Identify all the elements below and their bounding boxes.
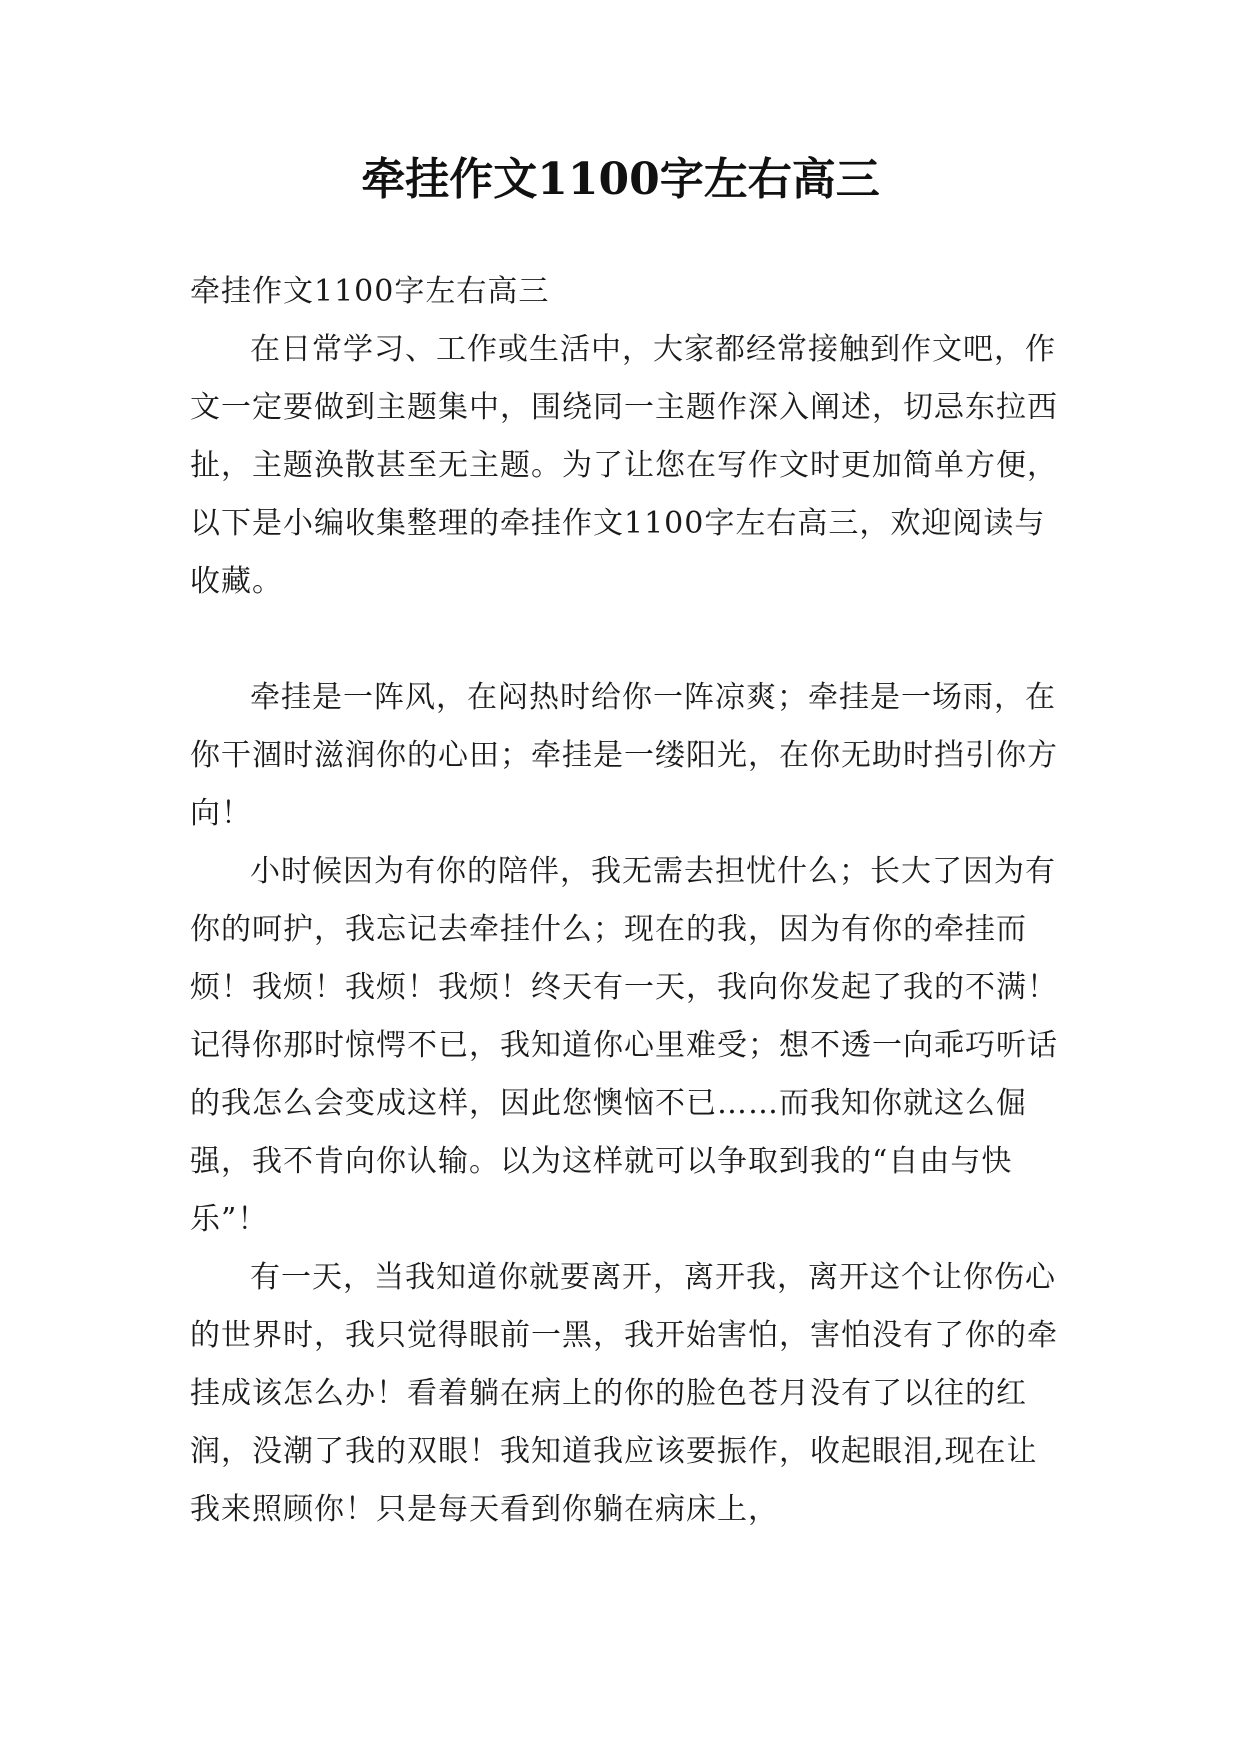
body-paragraph-2: 小时候因为有你的陪伴，我无需去担忧什么；长大了因为有你的呵护，我忘记去牵挂什么；现在的我，因为有你的牵挂而烦！我烦！我烦！我烦！终天有一天，我向你发起了我的不满！记得你那时惊愕不已，我知道你心里难受；想不透一向乖巧听话的我怎么会变成这样，因此您懊恼不已……而我知你就这么倔强，我不肯向你认输。以为这样就可以争取到我的“自由与快乐”！ xyxy=(190,854,1058,1237)
intro-paragraph: 在日常学习、工作或生活中，大家都经常接触到作文吧，作文一定要做到主题集中，围绕同一主题作深入阐述，切忌东拉西扯，主题涣散甚至无主题。为了让您在写作文时更加简单方便，以下是小编收集整理的牵挂作文1100字左右高三，欢迎阅读与收藏。 xyxy=(190,332,1058,599)
document-title: 牵挂作文1100字左右高三 xyxy=(361,154,880,205)
body-paragraph-1: 牵挂是一阵风，在闷热时给你一阵凉爽；牵挂是一场雨，在你干涸时滋润你的心田；牵挂是一缕阳光，在你无助时挡引你方向！ xyxy=(190,680,1058,831)
body-paragraph-3: 有一天，当我知道你就要离开，离开我，离开这个让你伤心的世界时，我只觉得眼前一黑，我开始害怕，害怕没有了你的牵挂成该怎么办！看着躺在病上的你的脸色苍月没有了以往的红润，没潮了我的双眼！我知道我应该要振作，收起眼泪,现在让我来照顾你！只是每天看到你躺在病床上， xyxy=(190,1260,1058,1527)
document-body xyxy=(190,263,1060,1539)
document-subtitle: 牵挂作文1100字左右高三 xyxy=(190,274,550,309)
paragraph-spacer xyxy=(190,611,1060,669)
